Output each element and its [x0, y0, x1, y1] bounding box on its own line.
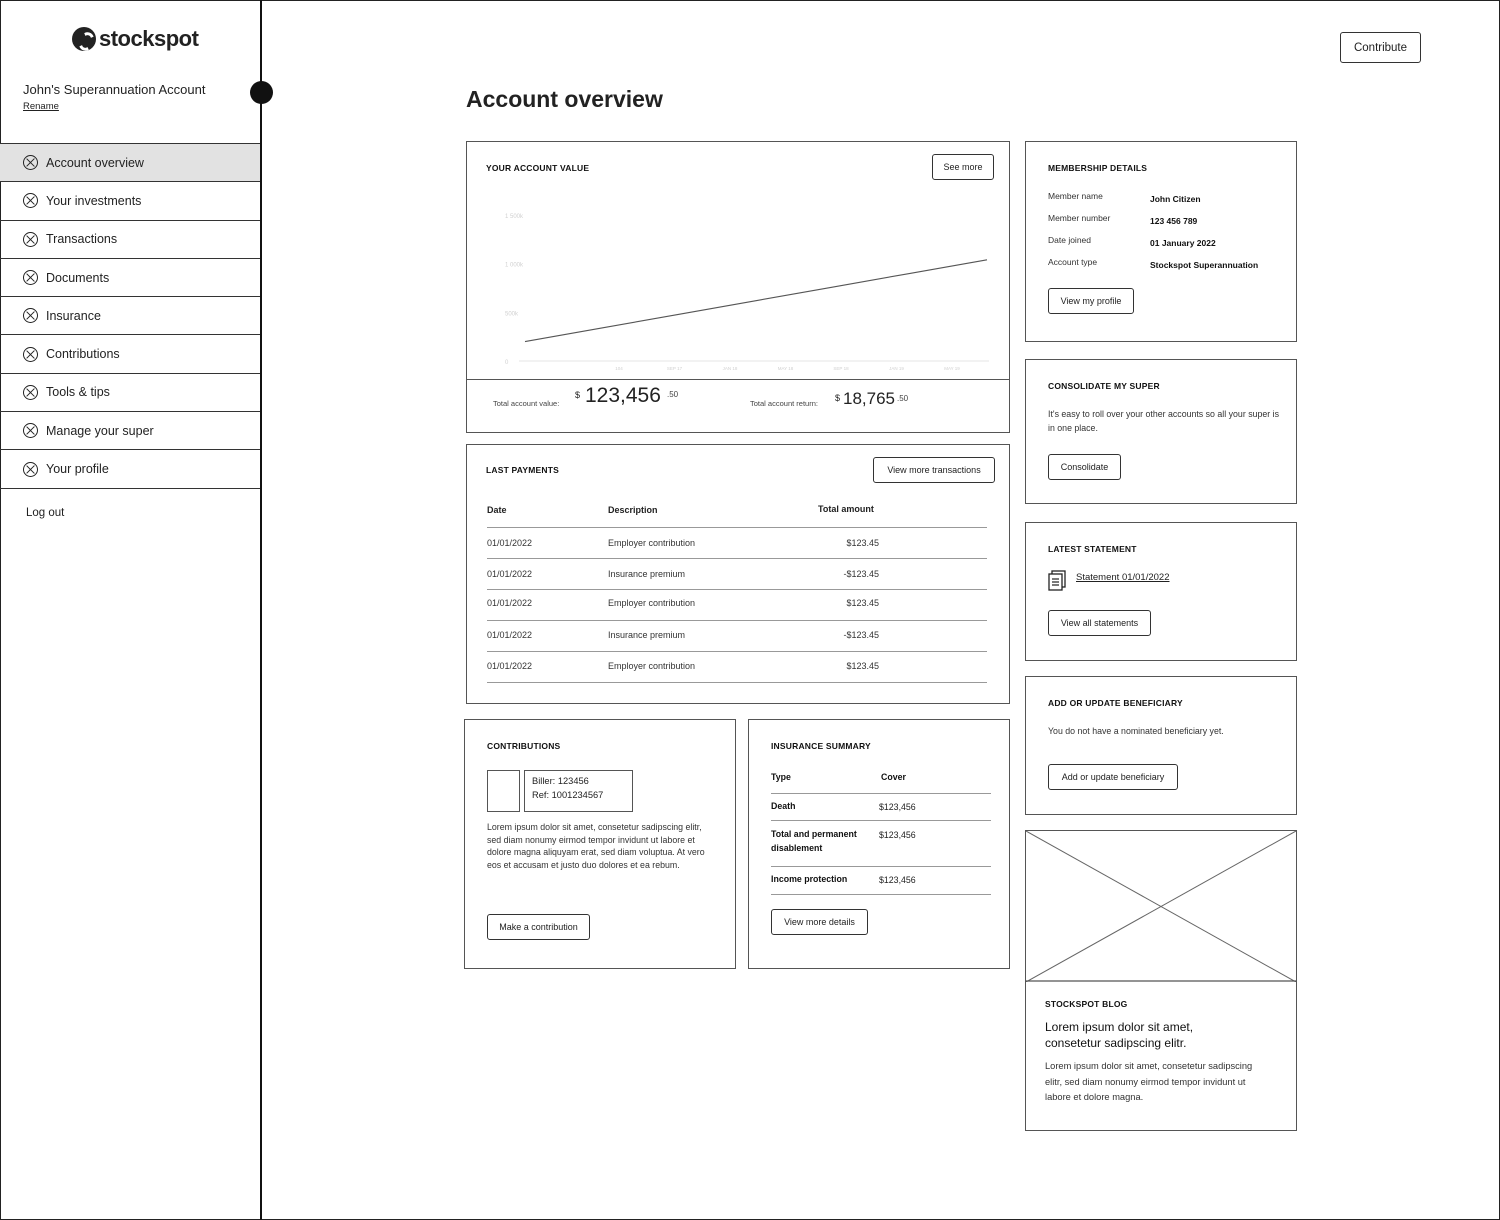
payment-amount: -$123.45: [843, 569, 879, 579]
contributions-body: Lorem ipsum dolor sit amet, consetetur sadipscing elitr, sed diam nonumy eirmod tempor invidunt ut labore et dolore magna aliquyam erat, sed diam voluptua. At vero eos et accusam et justo duo dolores et ea rebum.: [487, 822, 705, 870]
biller-box: [524, 770, 633, 812]
biller-code: Biller: 123456: [532, 776, 589, 786]
latest-statement-card: [1025, 522, 1297, 661]
x-tick-label: SEP 18: [833, 366, 849, 371]
consolidate-button[interactable]: Consolidate: [1048, 454, 1121, 480]
member-name-label: Member name: [1048, 191, 1103, 201]
x-tick-label: JAN 18: [722, 366, 738, 371]
sidebar-item-label: Your profile: [46, 462, 109, 477]
insurance-cover: $123,456: [879, 830, 916, 840]
date-joined-value: 01 January 2022: [1150, 238, 1216, 248]
sidebar-collapse-handle[interactable]: [250, 81, 273, 104]
placeholder-x-icon: [23, 347, 38, 362]
payment-description: Insurance premium: [608, 569, 686, 579]
payment-date: 01/01/2022: [487, 598, 533, 608]
document-icon: [1048, 570, 1068, 592]
payment-description: Employer contribution: [608, 538, 696, 548]
blog-headline: Lorem ipsum dolor sit amet, consetetur sadipscing elitr.: [1045, 1020, 1194, 1050]
table-row: [771, 794, 991, 821]
table-row: [487, 559, 987, 590]
sidebar: [0, 0, 262, 1220]
y-tick-label: 500k: [505, 311, 519, 318]
x-tick-label: SEP 17: [666, 366, 683, 371]
placeholder-x-icon: [23, 423, 38, 438]
insurance-cover: $123,456: [879, 802, 916, 812]
placeholder-x-icon: [23, 385, 38, 400]
total-value-cents: .50: [667, 390, 679, 399]
sidebar-item-label: Contributions: [46, 347, 120, 362]
x-tick-label: 104: [615, 366, 623, 371]
x-tick-label: JAN 19: [889, 366, 904, 371]
payment-date: 01/01/2022: [487, 538, 533, 548]
table-row: [771, 821, 991, 867]
account-name: John's Superannuation Account: [23, 82, 206, 97]
col-cover: Cover: [881, 772, 906, 782]
contribute-button[interactable]: Contribute: [1340, 32, 1421, 63]
view-all-statements-button[interactable]: View all statements: [1048, 610, 1151, 636]
make-contribution-button[interactable]: Make a contribution: [487, 914, 590, 940]
sidebar-item-manage-your-super[interactable]: [0, 412, 260, 450]
contributions-card: [464, 719, 736, 969]
sidebar-item-your-investments[interactable]: [0, 182, 260, 220]
statement-title: LATEST STATEMENT: [1048, 544, 1137, 554]
account-totals: [467, 379, 1009, 432]
member-number-value: 123 456 789: [1150, 216, 1198, 226]
bpay-logo-placeholder: [487, 770, 520, 812]
col-date: Date: [487, 505, 507, 515]
placeholder-x-icon: [23, 232, 38, 247]
placeholder-x-icon: [23, 193, 38, 208]
stockspot-logo-icon: [72, 27, 96, 51]
table-row: [487, 528, 987, 559]
y-tick-label: 0: [505, 360, 509, 366]
account-value-series-line: [525, 260, 987, 342]
insurance-type: Income protection: [771, 874, 848, 884]
payment-description: Employer contribution: [608, 661, 696, 671]
sidebar-item-tools-tips[interactable]: [0, 374, 260, 412]
placeholder-x-icon: [23, 308, 38, 323]
date-joined-label: Date joined: [1048, 235, 1092, 245]
payment-amount: $123.45: [846, 538, 879, 548]
insurance-cover: $123,456: [879, 875, 916, 885]
logout-link[interactable]: Log out: [26, 507, 65, 519]
sidebar-item-label: Transactions: [46, 232, 118, 247]
view-more-transactions-button[interactable]: View more transactions: [873, 457, 995, 483]
rename-link[interactable]: Rename: [23, 101, 59, 112]
sidebar-item-label: Manage your super: [46, 423, 154, 438]
insurance-summary-card: [748, 719, 1010, 969]
payment-date: 01/01/2022: [487, 569, 533, 579]
sidebar-item-your-profile[interactable]: [0, 450, 260, 488]
payment-amount: -$123.45: [843, 630, 879, 640]
account-value-chart: [467, 142, 1009, 378]
consolidate-card: [1025, 359, 1297, 504]
consolidate-body: It's easy to roll over your other accounts so all your super is in one place.: [1048, 409, 1279, 433]
payment-date: 01/01/2022: [487, 661, 533, 671]
member-number-label: Member number: [1048, 213, 1111, 223]
stockspot-logo[interactable]: [72, 26, 198, 52]
image-placeholder: [1026, 831, 1296, 982]
view-more-details-button[interactable]: View more details: [771, 909, 868, 935]
insurance-type: Death: [771, 801, 796, 811]
view-my-profile-button[interactable]: View my profile: [1048, 288, 1134, 314]
insurance-type: Total and permanent disablement: [771, 829, 857, 853]
total-value-dollar: $: [575, 390, 581, 400]
col-total-amount: Total amount: [818, 504, 874, 514]
consolidate-title: CONSOLIDATE MY SUPER: [1048, 381, 1160, 391]
placeholder-x-icon: [23, 462, 38, 477]
add-update-beneficiary-button[interactable]: Add or update beneficiary: [1048, 764, 1178, 790]
sidebar-nav: [0, 143, 260, 489]
table-row: [771, 867, 991, 895]
table-row: [487, 652, 987, 683]
sidebar-item-label: Insurance: [46, 308, 101, 323]
membership-title: MEMBERSHIP DETAILS: [1048, 163, 1148, 173]
statement-link[interactable]: Statement 01/01/2022: [1076, 572, 1170, 583]
blog-body: Lorem ipsum dolor sit amet, consetetur sadipscing elitr, sed diam nonumy eirmod tempor invidunt ut labore et dolore magna.: [1045, 1061, 1253, 1102]
sidebar-item-label: Tools & tips: [46, 385, 110, 400]
account-type-value: Stockspot Superannuation: [1150, 260, 1259, 270]
sidebar-item-transactions[interactable]: [0, 221, 260, 259]
x-tick-label: MAY 19: [944, 366, 960, 371]
total-value-amount: 123,456: [585, 384, 661, 407]
member-name-value: John Citizen: [1150, 194, 1201, 204]
payment-amount: $123.45: [846, 661, 879, 671]
table-row: [487, 621, 987, 652]
beneficiary-title: ADD OR UPDATE BENEFICIARY: [1048, 698, 1183, 708]
total-return-cents: .50: [897, 394, 909, 403]
sidebar-item-contributions[interactable]: [0, 335, 260, 373]
payment-date: 01/01/2022: [487, 630, 533, 640]
placeholder-x-icon: [23, 155, 38, 170]
blog-title: STOCKSPOT BLOG: [1045, 999, 1128, 1009]
total-value-label: Total account value:: [493, 399, 560, 408]
logo-text: stockspot: [99, 26, 199, 51]
insurance-title: INSURANCE SUMMARY: [771, 741, 871, 751]
payment-amount: $123.45: [846, 598, 879, 608]
table-row: [487, 590, 987, 621]
payment-description: Insurance premium: [608, 630, 686, 640]
sidebar-item-label: Account overview: [46, 155, 144, 170]
see-more-button[interactable]: See more: [932, 154, 994, 180]
total-return-dollar: $: [835, 393, 841, 403]
y-tick-label: 1 000k: [505, 262, 524, 269]
sidebar-item-label: Your investments: [46, 193, 142, 208]
total-return-label: Total account return:: [750, 399, 818, 408]
account-value-title: YOUR ACCOUNT VALUE: [486, 163, 590, 173]
last-payments-title: LAST PAYMENTS: [486, 465, 559, 475]
page-title: Account overview: [466, 86, 663, 112]
sidebar-item-insurance[interactable]: [0, 297, 260, 335]
membership-details-card: [1025, 141, 1297, 342]
contributions-title: CONTRIBUTIONS: [487, 741, 561, 751]
col-type: Type: [771, 772, 791, 782]
beneficiary-card: [1025, 676, 1297, 815]
total-return-amount: 18,765: [843, 389, 895, 408]
sidebar-item-account-overview[interactable]: [0, 144, 260, 182]
y-tick-label: 1 500k: [505, 214, 524, 220]
beneficiary-body: You do not have a nominated beneficiary yet.: [1048, 726, 1224, 736]
sidebar-item-documents[interactable]: [0, 259, 260, 297]
placeholder-x-icon: [23, 270, 38, 285]
blog-card[interactable]: [1025, 830, 1297, 1131]
account-type-label: Account type: [1048, 257, 1098, 267]
sidebar-item-label: Documents: [46, 270, 110, 285]
payments-table-header: [487, 497, 987, 528]
insurance-table-header: [771, 768, 991, 794]
reference-number: Ref: 1001234567: [532, 790, 604, 800]
x-tick-label: MAY 18: [777, 366, 794, 371]
payment-description: Employer contribution: [608, 598, 696, 608]
col-description: Description: [608, 505, 658, 515]
account-value-card: [466, 141, 1010, 433]
last-payments-card: [466, 444, 1010, 704]
